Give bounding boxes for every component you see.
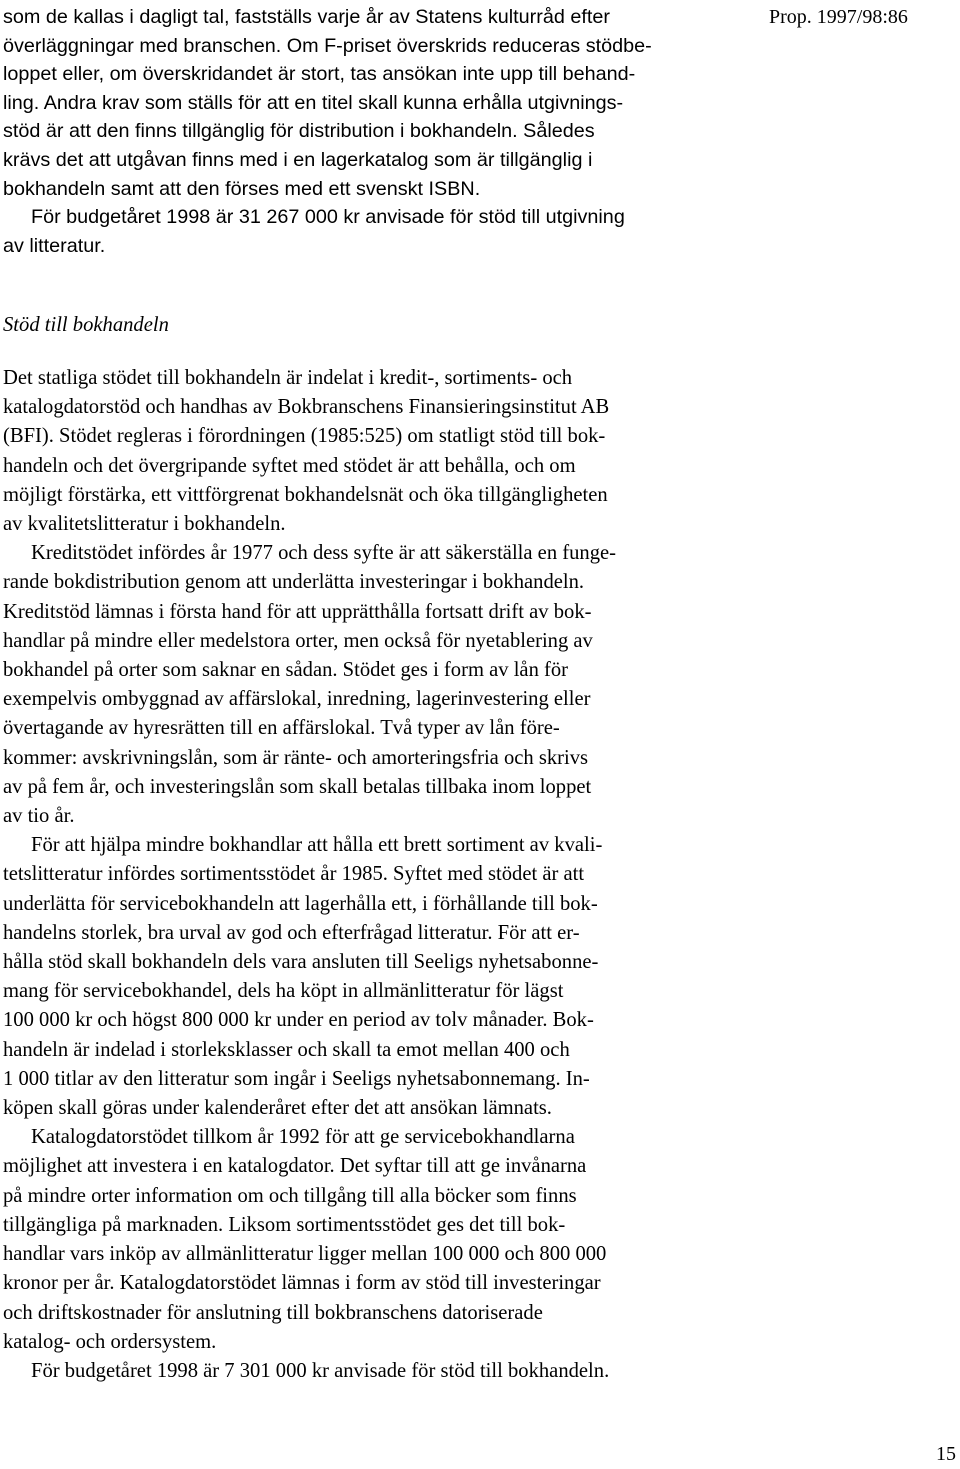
text-line: övertagande av hyresrätten till en affärslokal. Två typer av lån före- (3, 717, 560, 740)
paragraph-katalogdatorstod (3, 1123, 738, 1357)
text-line: handlar vars inköp av allmänlitteratur ligger mellan 100 000 och 800 000 (3, 1243, 607, 1266)
text-line: och driftskostnader för anslutning till bokbranschens datoriserade (3, 1301, 543, 1324)
text-line: möjligt förstärka, ett vittförgrenat bokhandelsnät och öka tillgängligheten (3, 483, 608, 506)
text-line: underlätta för servicebokhandeln att lagerhålla ett, i förhållande till bok- (3, 892, 598, 915)
text-line: hålla stöd skall bokhandeln dels vara ansluten till Seeligs nyhetsabonne- (3, 951, 599, 974)
page-number: 15 (936, 1443, 956, 1465)
budget-line: För budgetåret 1998 är 31 267 000 kr anvisade för stöd till utgivning (31, 206, 625, 229)
intro-line: som de kallas i dagligt tal, fastställs varje år av Statens kulturråd efter (3, 6, 610, 28)
intro-column (3, 3, 738, 260)
text-line: handeln och det övergripande syftet med stödet är att behålla, och om (3, 454, 576, 477)
text-line: mang för servicebokhandel, dels ha köpt in allmänlitteratur för lägst (3, 980, 564, 1003)
text-line: kommer: avskrivningslån, som är ränte- och amorteringsfria och skrivs (3, 746, 589, 769)
text-line: katalog- och ordersystem. (3, 1330, 217, 1353)
intro-line: loppet eller, om överskridandet är stort, tas ansökan inte upp till behand- (3, 63, 636, 86)
intro-line: ling. Andra krav som ställs för att en titel skall kunna erhålla utgivnings- (3, 91, 624, 114)
text-line: Kreditstöd lämnas i första hand för att upprätthålla fortsatt drift av bok- (3, 600, 592, 623)
text-line: på mindre orter information om och tillgång till alla böcker som finns (3, 1184, 577, 1207)
text-line: rande bokdistribution genom att underlätta investeringar i bokhandeln. (3, 571, 585, 594)
text-line: katalogdatorstöd och handhas av Bokbranschens Finansieringsinstitut AB (3, 396, 610, 419)
text-line: Katalogdatorstödet tillkom år 1992 för att ge servicebokhandlarna (31, 1126, 575, 1149)
text-line: 100 000 kr och högst 800 000 kr under en period av tolv månader. Bok- (3, 1009, 594, 1032)
paragraph-overview (3, 364, 738, 539)
text-line: handeln är indelad i storleksklasser och skall ta emot mellan 400 och (3, 1038, 570, 1061)
paragraph-budget (3, 1357, 738, 1386)
text-line: För budgetåret 1998 är 7 301 000 kr anvisade för stöd till bokhandeln. (31, 1359, 610, 1382)
section-column (3, 311, 738, 1386)
text-line: Det statliga stödet till bokhandeln är indelat i kredit-, sortiments- och (3, 367, 573, 389)
section-heading: Stöd till bokhandeln (3, 314, 169, 336)
intro-line: krävs det att utgåvan finns med i en lagerkatalog som är tillgänglig i (3, 148, 593, 171)
text-line: möjlighet att investera i en katalogdator. Det syftar till att ge invånarna (3, 1155, 587, 1178)
intro-paragraph (3, 3, 738, 203)
text-line: kronor per år. Katalogdatorstödet lämnas i form av stöd till investeringar (3, 1272, 601, 1295)
text-line: av tio år. (3, 805, 75, 828)
text-line: av kvalitetslitteratur i bokhandeln. (3, 513, 286, 536)
text-line: köpen skall göras under kalenderåret efter det att ansökan lämnats. (3, 1097, 552, 1120)
budget-line: av litteratur. (3, 234, 106, 257)
text-line: 1 000 titlar av den litteratur som ingår i Seeligs nyhetsabonnemang. In- (3, 1067, 590, 1090)
text-line: handelns storlek, bra urval av god och efterfrågad litteratur. För att er- (3, 921, 580, 944)
text-line: Kreditstödet infördes år 1977 och dess syfte är att säkerställa en funge- (31, 542, 617, 565)
text-line: bokhandel på orter som saknar en sådan. Stödet ges i form av lån för (3, 659, 569, 682)
text-line: tetslitteratur infördes sortimentsstödet år 1985. Syftet med stödet är att (3, 863, 585, 886)
intro-line: bokhandeln samt att den förses med ett svenskt ISBN. (3, 177, 481, 200)
intro-budget-paragraph (3, 203, 738, 260)
intro-line: överläggningar med branschen. Om F-priset överskrids reduceras stödbe- (3, 34, 652, 57)
text-line: exempelvis ombyggnad av affärslokal, inredning, lagerinvestering eller (3, 688, 591, 711)
text-line: handlar på mindre eller medelstora orter, men också för nyetablering av (3, 629, 593, 652)
text-line: För att hjälpa mindre bokhandlar att hålla ett brett sortiment av kvali- (31, 834, 603, 857)
paragraph-sortimentsstod (3, 831, 738, 1123)
paragraph-kreditstod (3, 539, 738, 831)
text-line: av på fem år, och investeringslån som skall betalas tillbaka inom loppet (3, 775, 592, 798)
text-line: tillgängliga på marknaden. Liksom sortimentsstödet ges det till bok- (3, 1213, 566, 1236)
proposition-reference: Prop. 1997/98:86 (769, 6, 908, 28)
intro-line: stöd är att den finns tillgänglig för distribution i bokhandeln. Således (3, 120, 595, 143)
text-line: (BFI). Stödet regleras i förordningen (1985:525) om statligt stöd till bok- (3, 425, 606, 448)
